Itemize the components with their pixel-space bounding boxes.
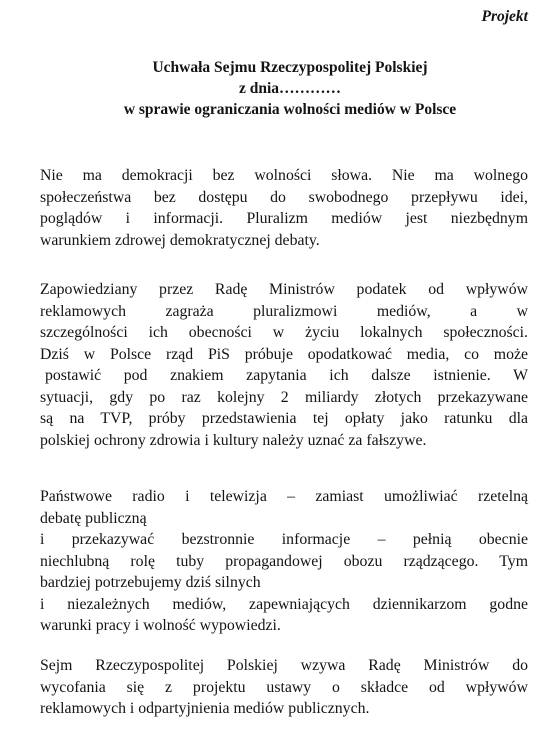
paragraph-line: Sejm Rzeczypospolitej Polskiej wzywa Radę Ministrów do xyxy=(40,657,528,674)
paragraph-line: Zapowiedziany przez Radę Ministrów podatek od wpływów xyxy=(40,281,528,298)
resolution-title xyxy=(20,57,558,120)
paragraph-line: reklamowych i odpartyjnienia mediów publicznych. xyxy=(40,700,370,717)
paragraph-line: bardziej potrzebujemy dziś silnych xyxy=(40,574,261,591)
paragraph-line: i niezależnych mediów, zapewniających dziennikarzom godne xyxy=(40,595,528,613)
paragraph-line: szczególności ich obecności w życiu lokalnych społeczności. xyxy=(40,324,528,341)
paragraph-line: postawić pod znakiem zapytania ich dalsze istnienie. W xyxy=(45,367,528,384)
paragraph-line: sytuacji, gdy po raz kolejny 2 miliardy złotych przekazywane xyxy=(40,388,528,406)
paragraph-line: poglądów i informacji. Pluralizm mediów jest niezbędnym xyxy=(40,210,528,227)
paragraph-line: warunkiem zdrowej demokratycznej debaty. xyxy=(40,231,320,249)
paragraph-line: Państwowe radio i telewizja – zamiast umożliwiać rzetelną xyxy=(40,488,528,505)
paragraph-line: niechlubną rolę tuby propagandowej obozu rządzącego. Tym xyxy=(40,552,528,570)
paragraph-line: Dziś w Polsce rząd PiS próbuje opodatkować media, co może xyxy=(40,345,528,363)
paragraph-line: są na TVP, próby przedstawienia tej opłaty jako ratunku dla xyxy=(40,410,528,427)
title-line-1: Uchwała Sejmu Rzeczypospolitej Polskiej xyxy=(152,59,428,76)
paragraph-4 xyxy=(40,655,528,720)
paragraph-line: polskiej ochrony zdrowia i kultury należy uznać za fałszywe. xyxy=(40,431,427,449)
paragraph-1 xyxy=(40,165,528,251)
title-line-3: w sprawie ograniczania wolności mediów w Polsce xyxy=(123,101,457,118)
title-line-2: z dnia………… xyxy=(238,80,342,97)
paragraph-line: debatę publiczną xyxy=(40,509,147,527)
paragraph-3 xyxy=(40,486,528,637)
paragraph-2 xyxy=(40,279,528,451)
paragraph-line: warunki pracy i wolność wypowiedzi. xyxy=(40,617,281,634)
paragraph-line: reklamowych zagraża pluralizmowi mediów, a w xyxy=(40,302,528,320)
paragraph-line: i przekazywać bezstronnie informacje – pełnią obecnie xyxy=(40,531,528,548)
paragraph-line: wycofania się z projektu ustawy o składce od wpływów xyxy=(40,678,528,696)
project-stamp: Projekt xyxy=(481,8,528,25)
paragraph-line: społeczeństwa bez dostępu do swobodnego przepływu idei, xyxy=(40,188,528,206)
paragraph-line: Nie ma demokracji bez wolności słowa. Nie ma wolnego xyxy=(40,167,528,184)
